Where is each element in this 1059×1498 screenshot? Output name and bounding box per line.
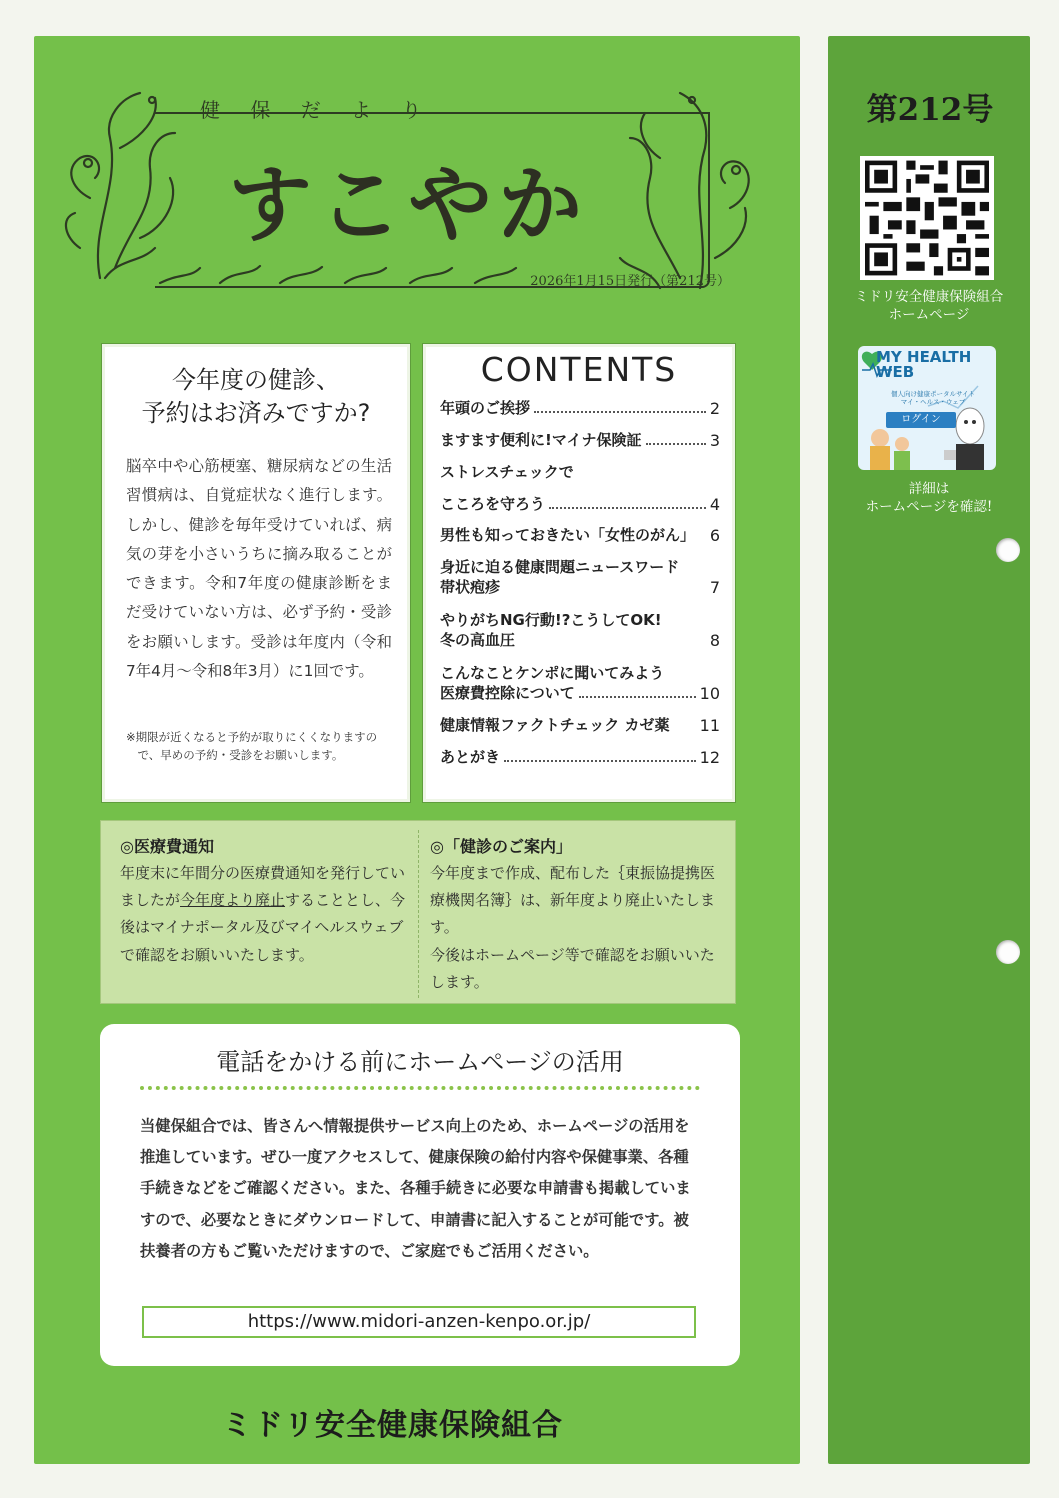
lead-title-line-2: 予約はお済みですか? [141,399,371,427]
notice-underlined-text: 今年度より廃止 [180,891,286,910]
toc-item-page: 4 [709,495,720,514]
lead-article-title [118,364,394,434]
qr-label-line-2: ホームページ [888,307,970,323]
toc-leader [534,411,706,413]
notice-checkup-guide-body [430,860,720,996]
masthead-title: すこやか [228,156,589,254]
toc-item-text: 男性も知っておきたい「女性のがん」 [440,526,696,544]
notice-text: 今年度まで作成、配布した｛東振協提携医療機関名簿｝は、新年度より廃止いたします。 [430,864,716,937]
toc-item[interactable] [440,715,720,735]
notice-divider [418,830,419,998]
toc-item-page: 2 [709,399,720,418]
toc-item-page: 8 [709,631,720,650]
details-line-2: ホームページを確認! [865,499,993,515]
lead-article-note: ※期限が近くなると予約が取りにくくなりますので、早めの予約・受診をお願いします。 [126,730,378,762]
toc-item-line1: こんなことケンポに聞いてみよう [440,664,665,682]
banner-subtitle-line-2: マイ・ヘルス・ウェブ [900,398,966,406]
toc-item-line1: ストレスチェックで [440,463,574,481]
notice-checkup-guide-title: ◎「健診のご案内」 [430,837,572,856]
toc-leader [646,443,706,445]
notice-medical-expense-title: ◎医療費通知 [120,837,214,856]
qr-code-icon[interactable] [860,156,994,280]
lead-article-body: 脳卒中や心筋梗塞、糖尿病などの生活習慣病は、自覚症状なく進行します。しかし、健診を毎年受けていれば、病気の芽を小さいうちに摘み取ることができます。令和7年度の健康診断をまだ受けていない方は、必ず予約・受診をお願いします。受診は年度内（令和7年4月～令和8年3月）に1回です。 [126,457,392,681]
homepage-url-link[interactable]: https://www.midori-anzen-kenpo.or.jp/ [142,1306,696,1338]
organization-name: ミドリ安全健康保険組合 [222,1408,563,1443]
toc-item-text: 健康情報ファクトチェック カゼ薬 [440,716,670,734]
my-health-web-subtitle [878,390,988,414]
toc-item[interactable] [440,525,720,545]
qr-code-label [834,288,1024,332]
notice-text: 年度末に年間分の医療費通知を発行していましたが [120,864,406,910]
issue-number: 第212号 [866,92,994,128]
details-line-1: 詳細は [908,481,950,497]
toc-item-page: 6 [709,526,720,545]
toc-item[interactable] [440,557,720,597]
toc-item-text: 医療費控除について [440,684,575,702]
toc-item-text: こころを守ろう [440,495,546,513]
banner-title-line-2: WEB [876,363,915,381]
details-label [834,480,1024,520]
toc-leader [579,696,696,698]
toc-item-page: 12 [699,748,720,767]
qr-label-line-1: ミドリ安全健康保険組合 [854,289,1004,305]
issue-date: 2026年1月15日発行（第212号） [530,274,730,289]
toc-item-text: あとがき [440,748,501,766]
toc-item[interactable] [440,462,720,514]
toc-item[interactable] [440,430,720,450]
toc-item[interactable] [440,663,720,703]
toc-item-line1: やりがちNG行動!?こうしてOK! [440,611,662,629]
my-health-web-title [866,350,994,386]
toc-item-line1: 身近に迫る健康問題ニュースワード [440,558,680,576]
toc-item[interactable] [440,747,720,767]
login-button[interactable]: ログイン [886,412,956,428]
banner-subtitle-line-1: 個人向け健康ポータルサイト [890,390,976,398]
notice-text: することとし、今後はマイナポータル及びマイヘルスウェブで確認をお願いいたします。 [120,891,406,964]
toc-leader [504,760,696,762]
toc-item-page: 3 [709,431,720,450]
toc-item[interactable] [440,398,720,418]
toc-item-text: 冬の高血圧 [440,631,516,649]
homepage-box-title: 電話をかける前にホームページの活用 [216,1048,624,1076]
banner-title-line-1: MY HEALTH [876,348,972,366]
lead-title-line-1: 今年度の健診、 [172,366,340,394]
masthead-subtitle: 健 保 だ よ り [200,98,434,122]
notice-medical-expense-body [120,860,412,969]
toc-item-page: 7 [709,578,720,597]
toc-item-text: 帯状疱疹 [440,578,501,596]
binder-hole [996,538,1020,562]
toc-item-text: ますます便利に!マイナ保険証 [440,431,642,449]
toc-item-text: 年頭のご挨拶 [440,399,531,417]
dotted-divider [140,1086,700,1090]
toc-item-page: 11 [699,716,720,735]
homepage-box-body: 当健保組合では、皆さんへ情報提供サービス向上のため、ホームページの活用を推進しています。ぜひ一度アクセスして、健康保険の給付内容や保健事業、各種手続きなどをご確認ください。また、各種手続きに必要な申請書も掲載していますので、必要なときにダウンロードして、申請書に記入することが可能です。被扶養者の方もご覧いただけますので、ご家庭でもご活用ください。 [140,1117,691,1260]
notice-text: 今後はホームページ等で確認をお願いいたします。 [430,945,715,991]
toc-item[interactable] [440,610,720,650]
binder-hole [996,940,1020,964]
toc-leader [549,507,706,509]
toc-item-page: 10 [699,684,720,703]
contents-title: CONTENTS [480,350,678,389]
